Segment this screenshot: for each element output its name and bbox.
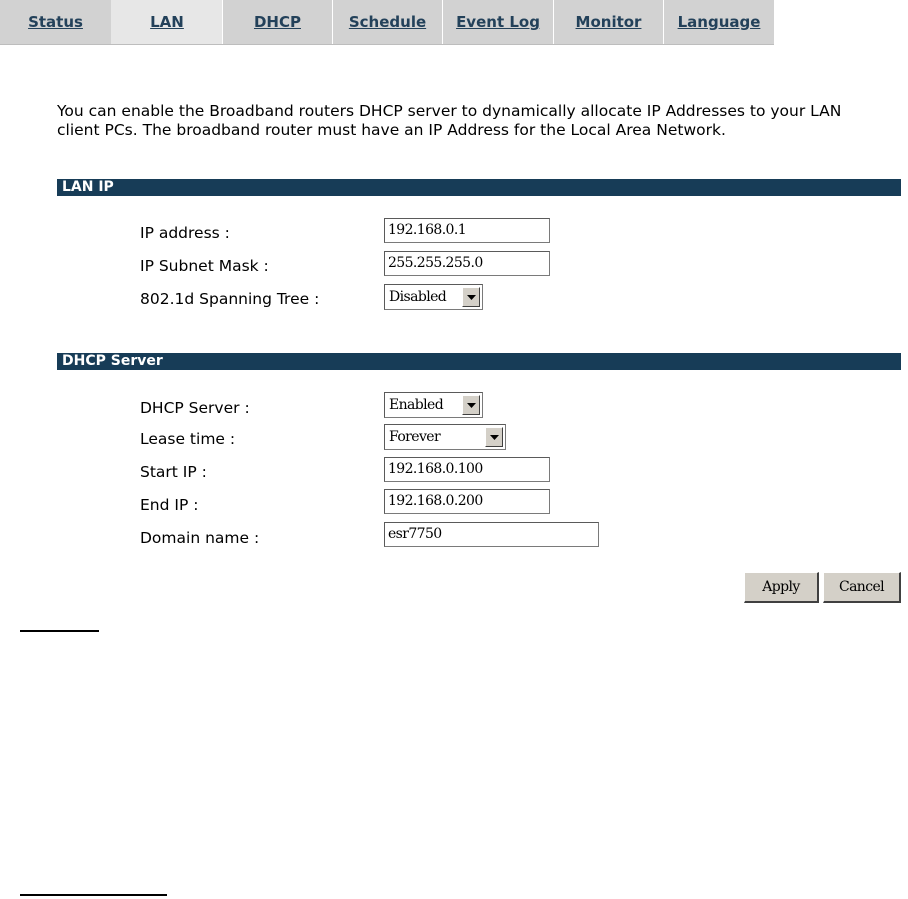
page-description: You can enable the Broadband routers DHCP server to dynamically allocate IP Addresses to your LAN client PCs. The broadband router must have an IP Address for the Local Area Network. <box>57 102 842 139</box>
tab-monitor[interactable]: Monitor <box>553 0 663 44</box>
top-nav-tabs <box>0 0 774 45</box>
tab-dhcp[interactable]: DHCP <box>222 0 332 44</box>
divider <box>20 630 99 632</box>
section-header-lan-ip: LAN IP <box>57 179 901 196</box>
domain-name-input[interactable]: esr7750 <box>384 522 599 547</box>
lease-time-label: Lease time : <box>140 430 236 448</box>
tab-schedule[interactable]: Schedule <box>332 0 442 44</box>
cancel-button[interactable]: Cancel <box>823 572 901 603</box>
divider <box>20 894 167 896</box>
chevron-down-icon[interactable] <box>485 427 503 447</box>
dhcp-server-select[interactable] <box>384 392 483 418</box>
tab-lan[interactable]: LAN <box>111 0 222 44</box>
spanning-tree-select[interactable] <box>384 284 483 310</box>
start-ip-label: Start IP : <box>140 463 207 481</box>
tab-language[interactable]: Language <box>663 0 774 44</box>
apply-button[interactable]: Apply <box>744 572 819 603</box>
lease-time-select[interactable] <box>384 424 506 450</box>
chevron-down-icon[interactable] <box>462 287 480 307</box>
domain-name-label: Domain name : <box>140 529 260 547</box>
dhcp-server-label: DHCP Server : <box>140 399 250 417</box>
section-header-dhcp-server: DHCP Server <box>57 353 901 370</box>
tab-status[interactable]: Status <box>28 13 83 31</box>
lease-time-value: Forever <box>389 429 441 445</box>
start-ip-input[interactable]: 192.168.0.100 <box>384 457 550 482</box>
spanning-tree-value: Disabled <box>389 289 447 305</box>
subnet-mask-label: IP Subnet Mask : <box>140 257 269 275</box>
chevron-down-icon[interactable] <box>462 395 480 415</box>
spanning-tree-label: 802.1d Spanning Tree : <box>140 290 320 308</box>
subnet-mask-input[interactable]: 255.255.255.0 <box>384 251 550 276</box>
end-ip-input[interactable]: 192.168.0.200 <box>384 489 550 514</box>
ip-address-input[interactable]: 192.168.0.1 <box>384 218 550 243</box>
tab-event-log[interactable]: Event Log <box>442 0 553 44</box>
dhcp-server-value: Enabled <box>389 397 444 413</box>
ip-address-label: IP address : <box>140 224 230 242</box>
end-ip-label: End IP : <box>140 496 199 514</box>
